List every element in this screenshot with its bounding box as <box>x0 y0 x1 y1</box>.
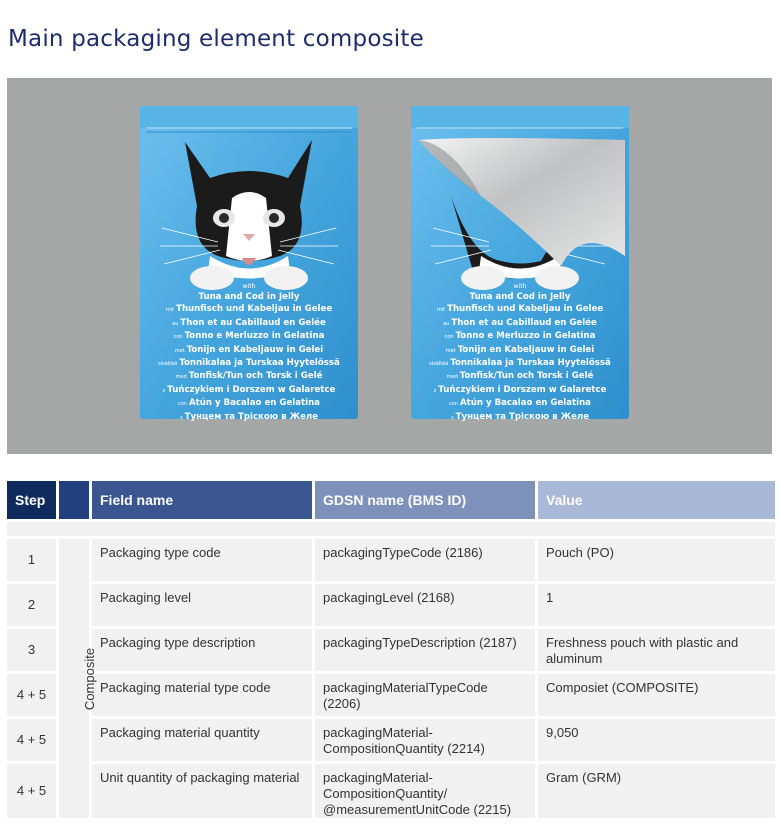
cell-field-name: Packaging material type code <box>92 674 312 716</box>
header-group <box>59 481 89 519</box>
pouch-text-line: con Atún y Bacalao en Gelatina <box>449 398 591 409</box>
cell-step: 4 + 5 <box>7 764 56 818</box>
table-header-row <box>7 481 775 519</box>
cell-value: Pouch (PO) <box>538 539 775 581</box>
cell-value: 9,050 <box>538 719 775 761</box>
header-field-name: Field name <box>92 481 312 519</box>
table-row <box>7 584 775 626</box>
group-label: Composite <box>82 647 98 710</box>
page-title: Main packaging element composite <box>8 26 424 52</box>
cell-gdsn-name: packagingLevel (2168) <box>315 584 535 626</box>
cell-gdsn-name: packagingTypeCode (2186) <box>315 539 535 581</box>
pouch-text-line: mit Thunfisch und Kabeljau in Gelee <box>165 304 333 315</box>
table-row <box>7 719 775 761</box>
cell-step: 4 + 5 <box>7 674 56 716</box>
cell-gdsn-name: packagingMaterialTypeCode (2206) <box>315 674 535 716</box>
pouch-text-line: con Tonno e Merluzzo in Gelatina <box>173 331 325 342</box>
cell-field-name: Packaging material quantity <box>92 719 312 761</box>
pouch-text-line: з Тунцем та Тріскою в Желе <box>450 411 590 422</box>
cell-field-name: Packaging level <box>92 584 312 626</box>
cell-field-name: Unit quantity of packaging material <box>92 764 312 818</box>
pouch-peeled <box>411 106 629 422</box>
pouch-text-line: au Thon et au Cabillaud en Gelée <box>172 317 326 328</box>
cell-value: Composiet (COMPOSITE) <box>538 674 775 716</box>
pouch-text-line: z Tuńczykiem i Dorszem w Galaretce <box>162 384 336 395</box>
pouch-text-line: met Tonijn en Kabeljauw in Gelei <box>174 344 324 355</box>
table-row <box>7 629 775 671</box>
pouch-text-line: Tuna and Cod in Jelly <box>198 292 300 302</box>
table-row <box>7 539 775 581</box>
cell-value: Freshness pouch with plastic and aluminum <box>538 629 775 671</box>
header-value: Value <box>538 481 775 519</box>
pouch-front <box>140 106 358 422</box>
pouch-text-line: z Tuńczykiem i Dorszem w Galaretce <box>433 384 607 395</box>
cell-gdsn-name: packagingMaterial-CompositionQuantity (2214) <box>315 719 535 761</box>
cell-step: 1 <box>7 539 56 581</box>
cell-value: Gram (GRM) <box>538 764 775 818</box>
cell-value: 1 <box>538 584 775 626</box>
packaging-table <box>4 478 778 821</box>
cell-step: 4 + 5 <box>7 719 56 761</box>
pouch-text-line: Tuna and Cod in Jelly <box>469 292 571 302</box>
pouch-text-line: au Thon et au Cabillaud en Gelée <box>443 317 597 328</box>
cell-field-name: Packaging type description <box>92 629 312 671</box>
table-row <box>7 674 775 716</box>
pouch-text-line: sisältää Tonnikalaa ja Turskaa Hyytelössä <box>158 358 340 369</box>
pouch-text-line: med Tonfisk/Tun och Torsk i Gelé <box>175 371 323 382</box>
pouch-peeled-text <box>411 282 629 424</box>
cell-gdsn-name: packagingMaterial-CompositionQuantity/ @measurementUnitCode (2215) <box>315 764 535 818</box>
table-row <box>7 764 775 818</box>
cell-field-name: Packaging type code <box>92 539 312 581</box>
cell-step: 3 <box>7 629 56 671</box>
pouch-text-line: con Atún y Bacalao en Gelatina <box>178 398 320 409</box>
product-photo <box>7 78 772 454</box>
header-gdsn-name: GDSN name (BMS ID) <box>315 481 535 519</box>
pouch-text-line: з Тунцем та Тріскою в Желе <box>179 411 319 422</box>
pouch-text-line: con Tonno e Merluzzo in Gelatina <box>444 331 596 342</box>
cell-gdsn-name: packagingTypeDescription (2187) <box>315 629 535 671</box>
pouch-front-text <box>140 282 358 424</box>
header-step: Step <box>7 481 56 519</box>
pouch-text-line: med Tonfisk/Tun och Torsk i Gelé <box>446 371 594 382</box>
pouch-text-line: sisältää Tonnikalaa ja Turskaa Hyytelössä <box>429 358 611 369</box>
pouch-with-label: with <box>513 283 527 290</box>
cell-group <box>59 539 98 818</box>
pouch-with-label: with <box>242 283 256 290</box>
pouch-text-line: mit Thunfisch und Kabeljau in Gelee <box>436 304 604 315</box>
cell-step: 2 <box>7 584 56 626</box>
pouch-text-line: met Tonijn en Kabeljauw in Gelei <box>445 344 595 355</box>
